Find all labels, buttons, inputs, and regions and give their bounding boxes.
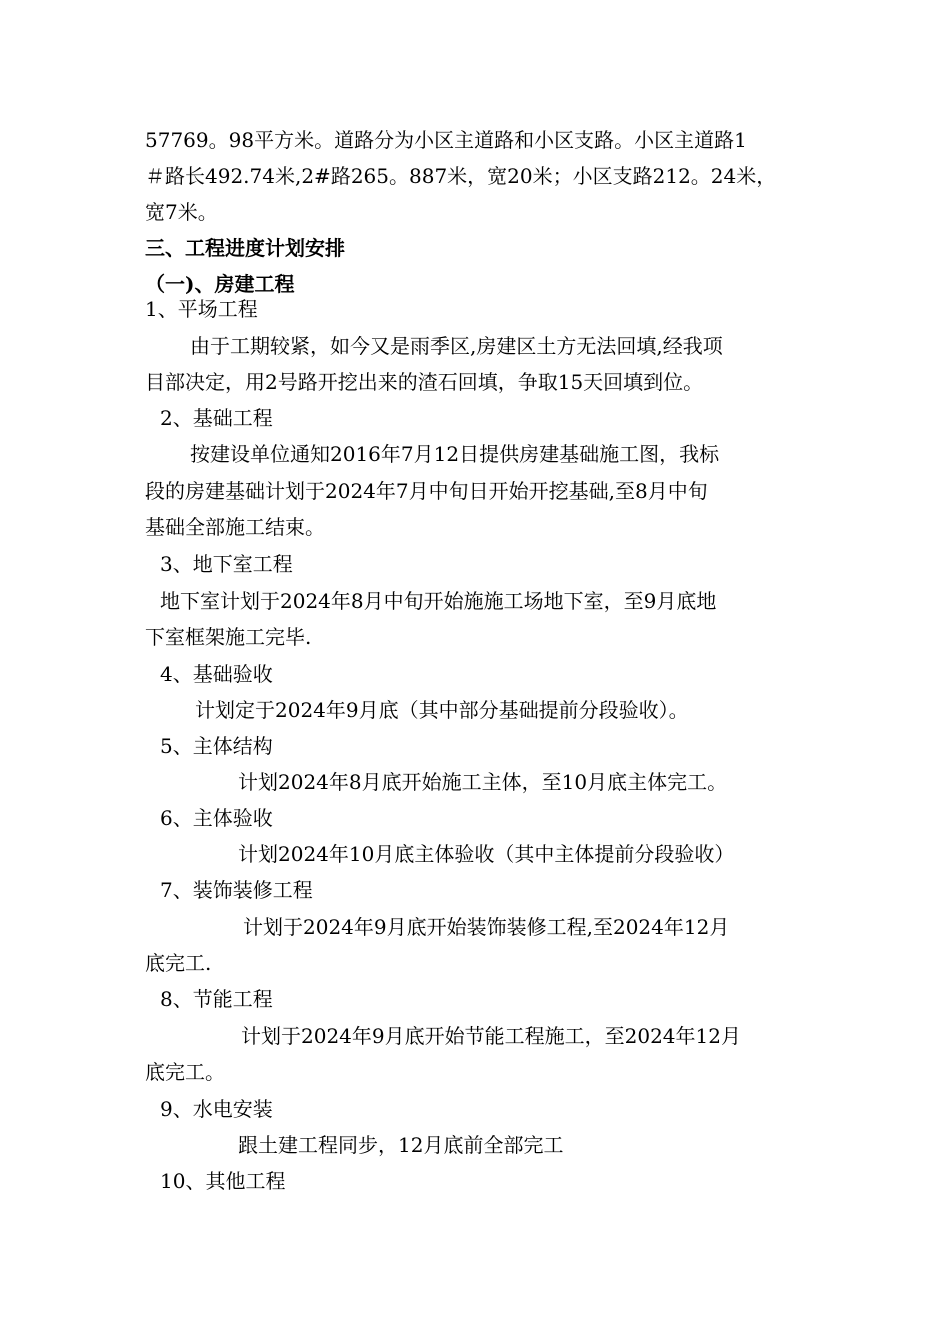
- item-title-5: 5、主体结构: [160, 734, 273, 758]
- item-title-6: 6、主体验收: [160, 806, 273, 830]
- item-body-6-line-1: 计划2024年10月底主体验收（其中主体提前分段验收）: [238, 842, 735, 866]
- item-body-5-line-1: 计划2024年8月底开始施工主体，至10月底主体完工。: [238, 770, 728, 794]
- intro-line-3: 宽7米。: [145, 200, 218, 224]
- subsection-heading: （一)、房建工程: [145, 272, 295, 296]
- item-body-9-line-1: 跟土建工程同步，12月底前全部完工: [238, 1133, 564, 1157]
- item-title-2: 2、基础工程: [160, 406, 273, 430]
- item-title-8: 8、节能工程: [160, 987, 273, 1011]
- item-body-8-line-2: 底完工。: [145, 1060, 225, 1084]
- item-body-3-line-1: 地下室计划于2024年8月中旬开始施施工场地下室，至9月底地: [160, 589, 717, 613]
- item-body-1-line-1: 由于工期较紧，如今又是雨季区,房建区土方无法回填,经我项: [190, 334, 723, 358]
- intro-line-1: 57769。98平方米。道路分为小区主道路和小区支路。小区主道路1: [145, 128, 747, 152]
- item-title-1: 1、平场工程: [145, 297, 258, 321]
- intro-line-2: ＃路长492.74米,2#路265。887米，宽20米；小区支路212。24米，: [145, 164, 777, 188]
- item-title-4: 4、基础验收: [160, 662, 273, 686]
- item-title-7: 7、装饰装修工程: [160, 878, 313, 902]
- item-title-10: 10、其他工程: [160, 1169, 286, 1193]
- item-title-9: 9、水电安装: [160, 1097, 273, 1121]
- item-body-7-line-1: 计划于2024年9月底开始装饰装修工程,至2024年12月: [243, 915, 730, 939]
- item-body-2-line-2: 段的房建基础计划于2024年7月中旬日开始开挖基础,至8月中旬: [145, 479, 708, 503]
- item-body-4-line-1: 计划定于2024年9月底（其中部分基础提前分段验收）。: [195, 698, 689, 722]
- section-heading: 三、工程进度计划安排: [145, 236, 345, 260]
- item-body-2-line-3: 基础全部施工结束。: [145, 515, 325, 539]
- item-body-8-line-1: 计划于2024年9月底开始节能工程施工，至2024年12月: [241, 1024, 741, 1048]
- item-body-2-line-1: 按建设单位通知2016年7月12日提供房建基础施工图，我标: [190, 442, 720, 466]
- item-body-3-line-2: 下室框架施工完毕.: [145, 625, 312, 649]
- item-body-1-line-2: 目部决定，用2号路开挖出来的渣石回填，争取15天回填到位。: [145, 370, 704, 394]
- item-title-3: 3、地下室工程: [160, 552, 293, 576]
- item-body-7-line-2: 底完工.: [145, 951, 212, 975]
